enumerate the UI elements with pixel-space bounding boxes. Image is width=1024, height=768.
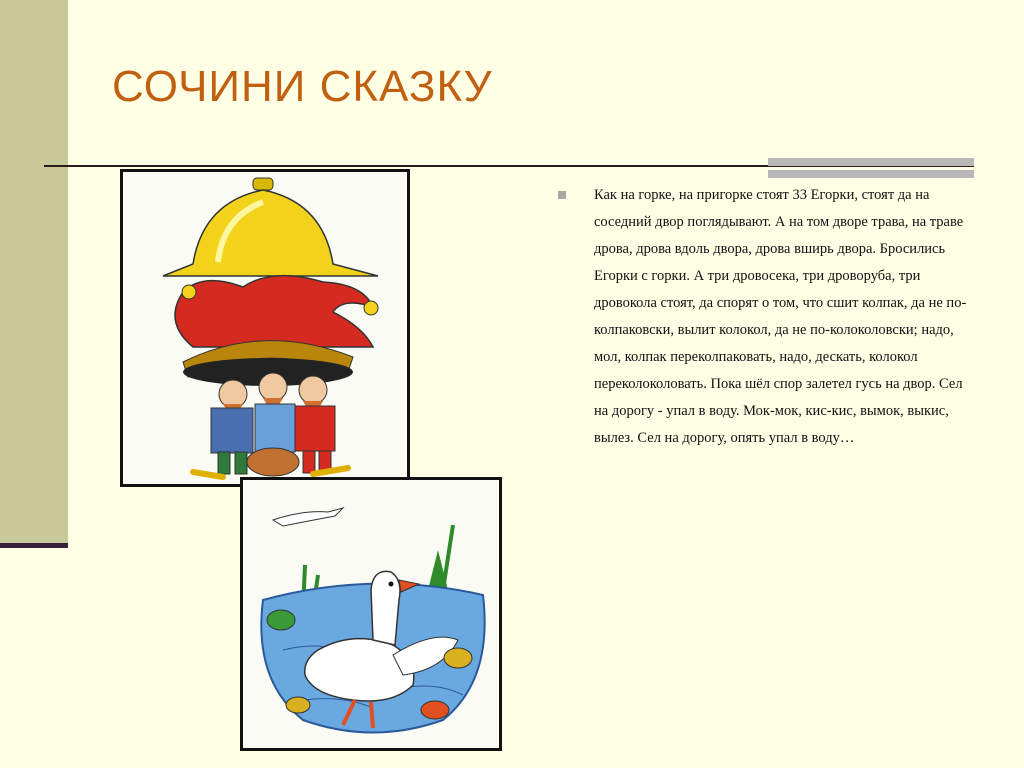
story-bullet-item	[558, 182, 968, 452]
goose-pond-illustration	[240, 477, 502, 751]
bullet-marker	[558, 191, 566, 199]
left-sidebar-bar	[0, 0, 68, 548]
bell-cap-woodcutters-illustration	[120, 169, 410, 487]
divider-accent	[768, 158, 974, 166]
divider-accent-lower	[768, 170, 974, 178]
slide-title: СОЧИНИ СКАЗКУ	[112, 62, 493, 111]
story-text: Как на горке, на пригорке стоят 33 Егорки, стоят да на соседний двор поглядывают. А на том дворе трава, на траве дрова, дрова вдоль двора, дрова вширь двора. Бросились Егорки с горки. А три дровосека, три дроворуба, три дровокола стоят, да спорят о том, что сшит колпак, да не по-колпаковски, вылит колокол, да не по-колоколовски; надо, мол, колпак переколпаковать, надо, дескать, колокол переколоколовать. Пока шёл спор залетел гусь на двор. Сел на дорогу - упал в воду. Мок-мок, кис-кис, вымок, выкис, вылез. Сел на дорогу, опять упал в воду…	[594, 187, 967, 446]
sidebar-foot-line	[0, 543, 68, 548]
